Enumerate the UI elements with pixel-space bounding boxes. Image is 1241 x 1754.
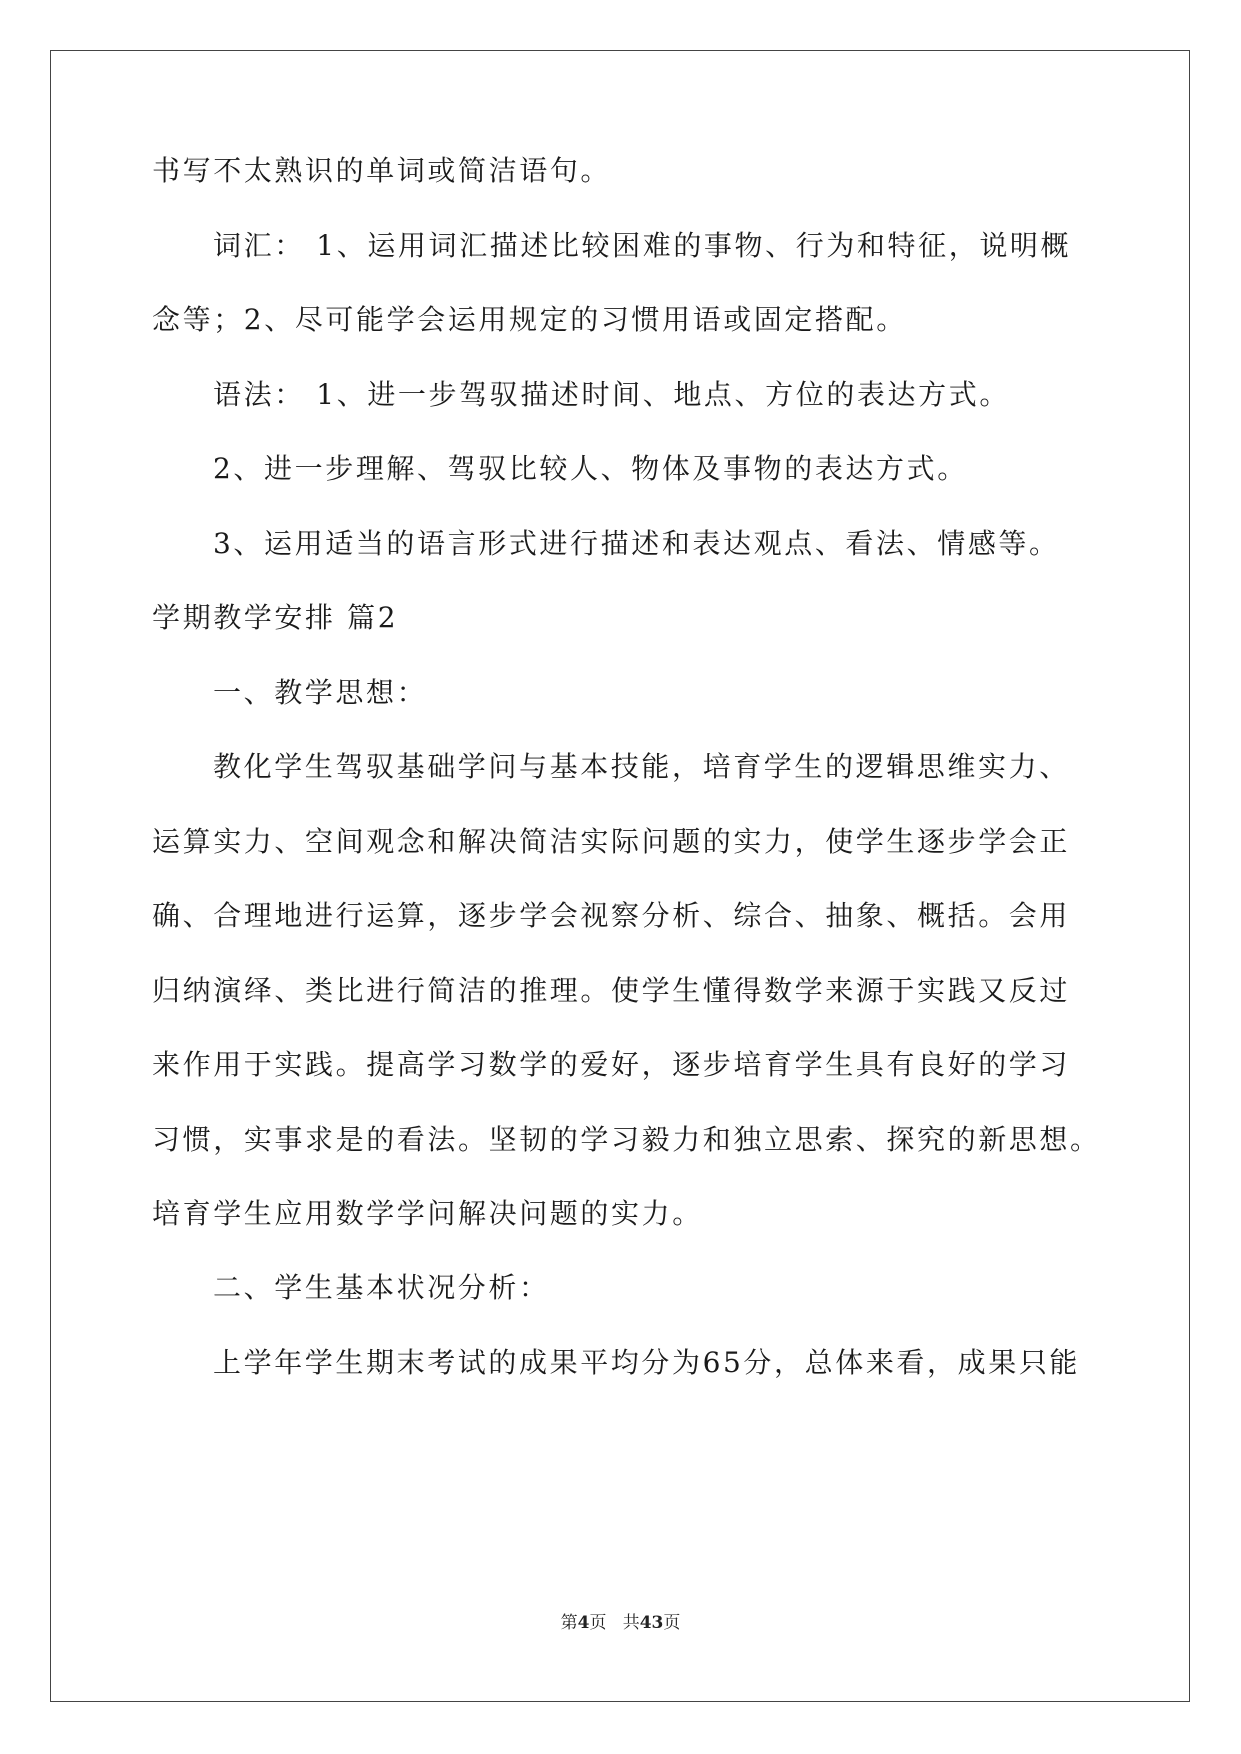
footer-total-prefix: 共 xyxy=(622,1613,640,1633)
text-line: 书写不太熟识的单词或简洁语句。 xyxy=(152,154,612,187)
text-line: 运算实力、空间观念和解决简洁实际问题的实力，使学生逐步学会正 xyxy=(152,825,1071,858)
page-footer xyxy=(0,1611,1241,1635)
text-line: 2、进一步理解、驾驭比较人、物体及事物的表达方式。 xyxy=(213,452,968,485)
footer-total-suffix: 页 xyxy=(663,1613,681,1633)
total-pages: 43 xyxy=(639,1613,664,1633)
text-line: 习惯，实事求是的看法。坚韧的学习毅力和独立思索、探究的新思想。 xyxy=(152,1123,1101,1156)
text-line: 归纳演绎、类比进行简洁的推理。使学生懂得数学来源于实践又反过 xyxy=(152,974,1071,1007)
text-line: 上学年学生期末考试的成果平均分为65分，总体来看，成果只能 xyxy=(213,1346,1081,1379)
text-line: 确、合理地进行运算，逐步学会视察分析、综合、抽象、概括。会用 xyxy=(152,899,1071,932)
page-border xyxy=(50,50,1190,1702)
subheading: 二、学生基本状况分析： xyxy=(213,1271,550,1304)
footer-page-suffix: 页 xyxy=(589,1613,607,1633)
text-line: 培育学生应用数学学问解决问题的实力。 xyxy=(152,1197,703,1230)
text-line: 教化学生驾驭基础学问与基本技能，培育学生的逻辑思维实力、 xyxy=(213,750,1070,783)
subheading: 一、教学思想： xyxy=(213,676,428,709)
text-line: 来作用于实践。提高学习数学的爱好，逐步培育学生具有良好的学习 xyxy=(152,1048,1071,1081)
text-line: 念等；2、尽可能学会运用规定的习惯用语或固定搭配。 xyxy=(152,303,907,336)
text-line: 3、运用适当的语言形式进行描述和表达观点、看法、情感等。 xyxy=(213,527,1060,560)
text-line: 语法： 1、进一步驾驭描述时间、地点、方位的表达方式。 xyxy=(213,378,1010,411)
page-number: 4 xyxy=(577,1613,590,1633)
text-line: 词汇： 1、运用词汇描述比较困难的事物、行为和特征，说明概 xyxy=(213,229,1072,262)
footer-prefix: 第 xyxy=(560,1613,578,1633)
section-heading: 学期教学安排 篇2 xyxy=(152,601,399,634)
